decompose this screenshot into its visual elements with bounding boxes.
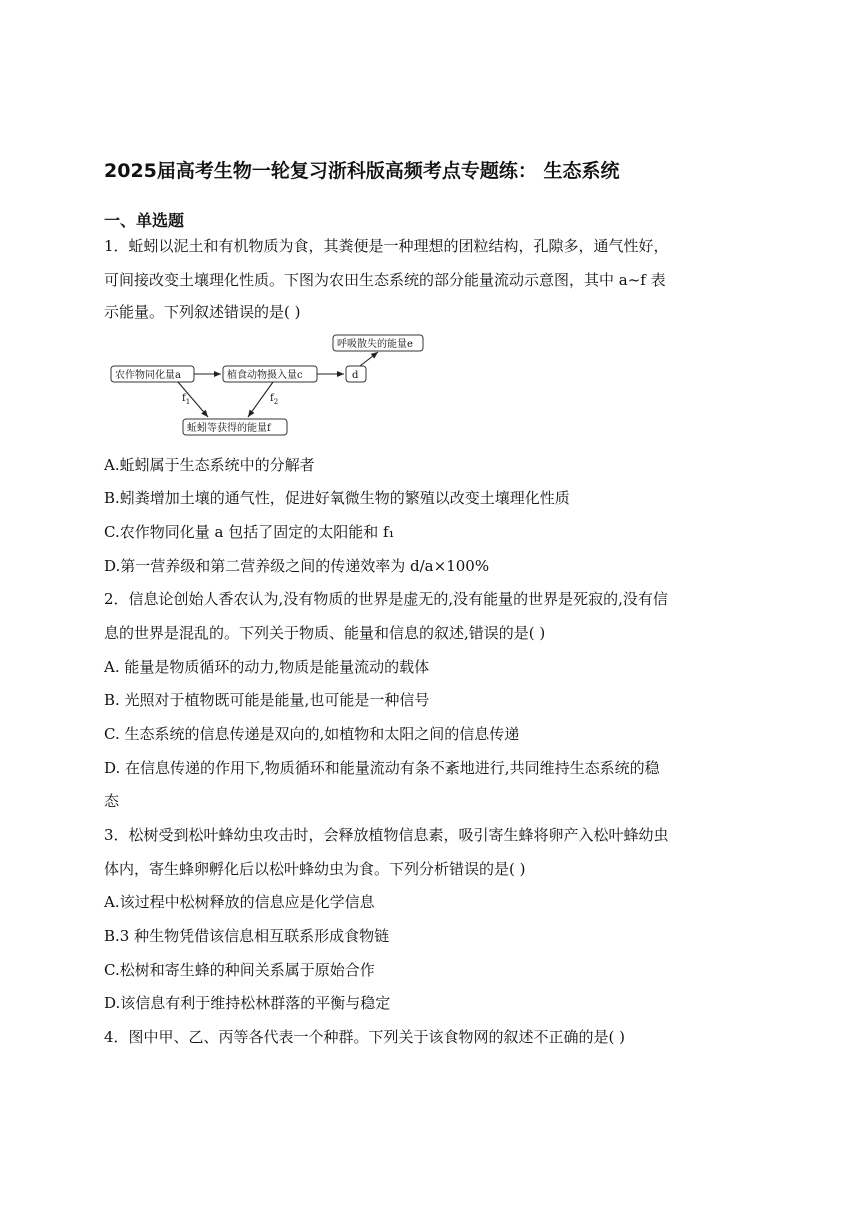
q3-option-b: B.3 种生物凭借该信息相互联系形成食物链 [104, 927, 390, 945]
q3-line-1: 3．松树受到松叶蜂幼虫攻击时，会释放植物信息素，吸引寄生蜂将卵产入松叶蜂幼虫 [104, 826, 669, 844]
q2-line-2: 息的世界是混乱的。下列关于物质、能量和信息的叙述,错误的是( ) [104, 624, 546, 642]
node-earthworm-energy-f [183, 419, 287, 435]
node-crop-assimilation-a [111, 366, 194, 382]
q2-option-b: B. 光照对于植物既可能是能量,也可能是一种信号 [104, 691, 430, 709]
node-respiration-e [333, 335, 423, 351]
node-f-label: 蚯蚓等获得的能量f [187, 423, 271, 434]
label-f2: $f_2$ [270, 393, 279, 406]
q2-option-d-cont: 态 [104, 792, 120, 810]
q1-option-d: D.第一营养级和第二营养级之间的传递效率为 d/a×100% [104, 557, 490, 575]
q2-option-c: C. 生态系统的信息传递是双向的,如植物和太阳之间的信息传递 [104, 725, 520, 743]
q1-option-c: C.农作物同化量 a 包括了固定的太阳能和 f₁ [104, 523, 395, 541]
q2-option-d: D. 在信息传递的作用下,物质循环和能量流动有条不紊地进行,共同维持生态系统的稳 [104, 759, 660, 777]
q2-option-a: A. 能量是物质循环的动力,物质是能量流动的载体 [104, 658, 430, 676]
q1-option-a: A.蚯蚓属于生态系统中的分解者 [104, 456, 315, 474]
node-d [346, 366, 366, 382]
section-heading: 一、单选题 [104, 211, 185, 230]
q3-option-d: D.该信息有利于维持松林群落的平衡与稳定 [104, 994, 391, 1012]
energy-flow-diagram [108, 330, 438, 442]
node-c-label: 植食动物摄入量c [227, 370, 303, 381]
q3-option-a: A.该过程中松树释放的信息应是化学信息 [104, 893, 375, 911]
node-herbivore-intake-c [223, 366, 317, 382]
q1-line-1: 1．蚯蚓以泥土和有机物质为食，其粪便是一种理想的团粒结构，孔隙多，通气性好， [104, 237, 669, 255]
node-e-label: 呼吸散失的能量e [337, 339, 413, 350]
q4-line-1: 4．图中甲、乙、丙等各代表一个种群。下列关于该食物网的叙述不正确的是( ) [104, 1028, 626, 1046]
q1-line-3: 示能量。下列叙述错误的是( ) [104, 303, 301, 321]
arrow-d-to-e [360, 352, 378, 366]
q3-line-2: 体内，寄生蜂卵孵化后以松叶蜂幼虫为食。下列分析错误的是( ) [104, 860, 526, 878]
q1-option-b: B.蚓粪增加土壤的通气性，促进好氧微生物的繁殖以改变土壤理化性质 [104, 489, 570, 507]
q1-line-2: 可间接改变土壤理化性质。下图为农田生态系统的部分能量流动示意图，其中 a~f 表 [104, 271, 666, 289]
q2-line-1: 2．信息论创始人香农认为,没有物质的世界是虚无的,没有能量的世界是死寂的,没有信 [104, 590, 668, 608]
node-d-label: d [352, 370, 359, 381]
label-f1: $f_1$ [182, 393, 191, 406]
node-a-label: 农作物同化量a [115, 370, 181, 381]
q3-option-c: C.松树和寄生蜂的种间关系属于原始合作 [104, 961, 375, 979]
document-title: 2025届高考生物一轮复习浙科版高频考点专题练： 生态系统 [104, 160, 620, 182]
